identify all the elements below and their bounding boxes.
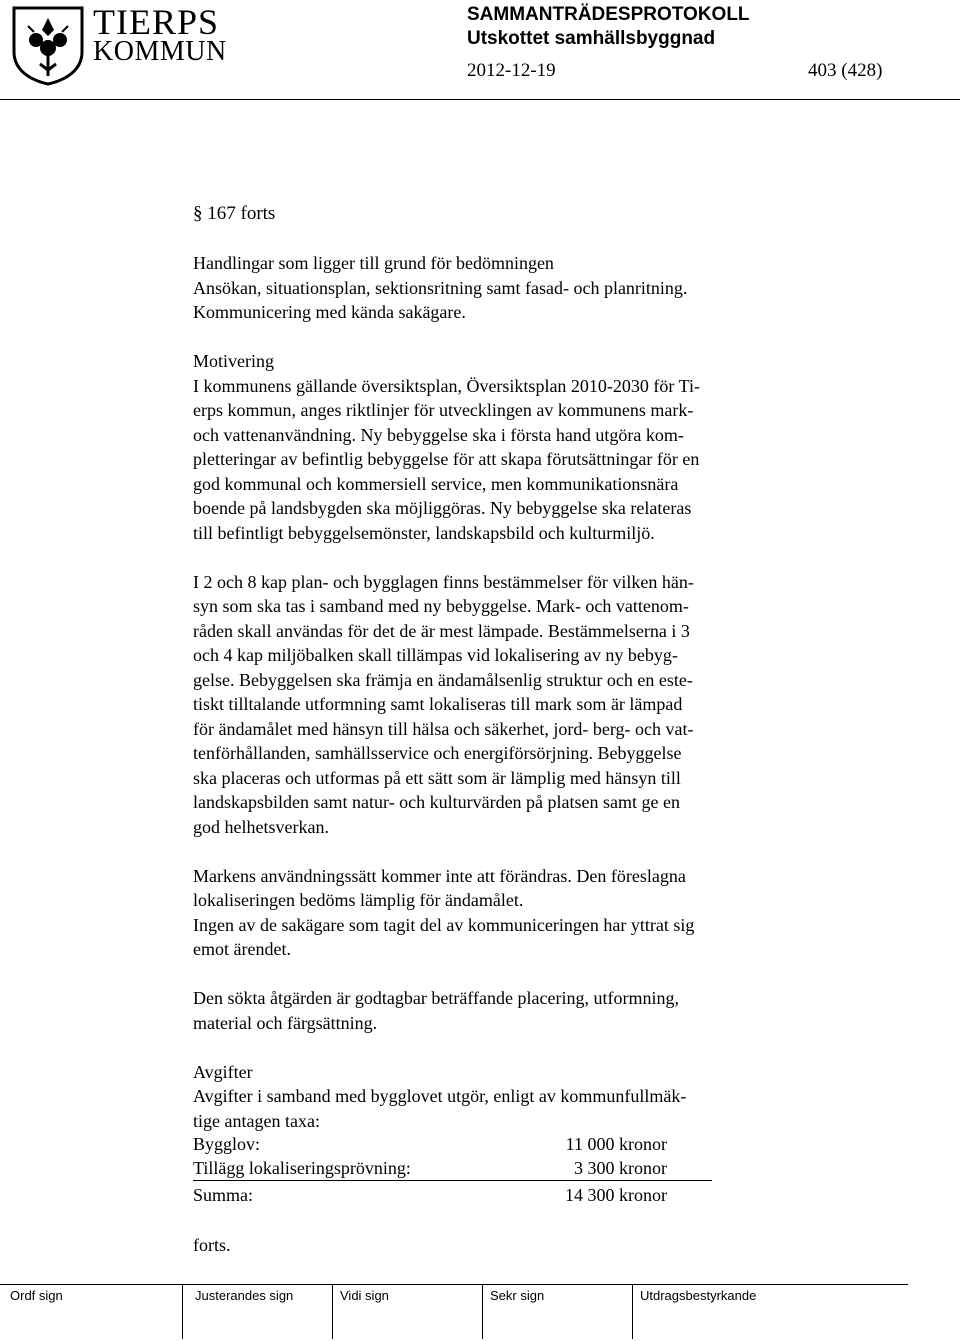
- section-reference: § 167 forts: [193, 203, 276, 224]
- footer-divider: [0, 1284, 908, 1285]
- body-line: boende på landsbygden ska möjliggöras. Ny bebyggelse ska relateras: [193, 498, 692, 518]
- fee-sum-rule: [193, 1180, 712, 1181]
- signature-box-ordf: Ordf sign: [10, 1288, 63, 1303]
- body-line: och vattenanvändning. Ny bebyggelse ska i första hand utgöra kom-: [193, 424, 684, 445]
- body-line: Den sökta åtgärden är godtagbar beträffande placering, utformning,: [193, 988, 679, 1008]
- body-line: Handlingar som ligger till grund för bedömningen: [193, 253, 554, 273]
- fee-label-bygglov: Bygglov:: [193, 1134, 261, 1154]
- fee-amount-bygglov: 11 000 kronor: [565, 1134, 667, 1154]
- header-divider: [0, 99, 960, 100]
- body-line: tiskt tilltalande utformning samt lokaliseras till mark som är lämpad: [193, 694, 683, 714]
- document-type-title: SAMMANTRÄDESPROTOKOLL: [467, 4, 750, 25]
- body-line: material och färgsättning.: [193, 1012, 378, 1033]
- body-line: I 2 och 8 kap plan- och bygglagen finns bestämmelser för vilken hän-: [193, 571, 694, 592]
- fee-amount-summa: 14 300 kronor: [565, 1185, 667, 1205]
- body-line: Avgifter i samband med bygglovet utgör, enligt av kommunfullmäk-: [193, 1086, 687, 1106]
- body-line: Markens användningssätt kommer inte att förändras. Den föreslagna: [193, 865, 686, 886]
- signature-divider: [332, 1284, 333, 1339]
- body-line: syn som ska tas i samband med ny bebyggelse. Mark- och vattenom-: [193, 596, 689, 616]
- committee-name: Utskottet samhällsbyggnad: [467, 28, 716, 49]
- body-line: och 4 kap miljöbalken skall tillämpas vid lokalisering av ny bebyg-: [193, 645, 678, 665]
- body-line: tige antagen taxa:: [193, 1110, 320, 1131]
- body-line: landskapsbilden samt natur- och kulturvärden på platsen samt ge en: [193, 792, 681, 812]
- body-line: råden skall användas för det de är mest lämpade. Bestämmelserna i 3: [193, 620, 690, 641]
- fee-label-summa: Summa:: [193, 1185, 254, 1205]
- body-line: emot ärendet.: [193, 939, 291, 959]
- continued-note: forts.: [193, 1235, 231, 1255]
- body-line: I kommunens gällande översiktsplan, Översiktsplan 2010-2030 för Ti-: [193, 375, 700, 396]
- signature-box-utdragsbestyrkande: Utdragsbestyrkande: [640, 1288, 757, 1303]
- body-line: tenförhållanden, samhällsservice och energiförsörjning. Bebyggelse: [193, 743, 682, 763]
- body-line: pletteringar av befintlig bebyggelse för att skapa förutsättningar för en: [193, 449, 700, 469]
- municipality-crest-logo: [10, 4, 86, 86]
- heading-motivering: Motivering: [193, 351, 274, 371]
- municipality-name-line2: KOMMUN: [93, 36, 227, 67]
- signature-box-vidi: Vidi sign: [340, 1288, 389, 1303]
- body-line: Ansökan, situationsplan, sektionsritning samt fasad- och planritning.: [193, 277, 688, 298]
- body-line: god helhetsverkan.: [193, 816, 329, 837]
- signature-box-sekr: Sekr sign: [490, 1288, 545, 1303]
- body-line: gelse. Bebyggelsen ska främja en ändamålsenlig struktur och en este-: [193, 669, 693, 690]
- signature-box-justerandes: Justerandes sign: [195, 1288, 294, 1303]
- meeting-date: 2012-12-19: [467, 60, 556, 81]
- body-line: lokaliseringen bedöms lämplig för ändamålet.: [193, 890, 524, 910]
- fee-amount-lokalisering: 3 300 kronor: [574, 1158, 667, 1178]
- body-line: Ingen av de sakägare som tagit del av kommuniceringen har yttrat sig: [193, 914, 695, 935]
- page-number: 403 (428): [808, 60, 883, 81]
- signature-divider: [482, 1284, 483, 1339]
- signature-divider: [182, 1284, 183, 1339]
- municipality-name-line1: TIERPS: [93, 2, 220, 42]
- body-line: erps kommun, anges riktlinjer för utvecklingen av kommunens mark-: [193, 400, 694, 420]
- heading-avgifter: Avgifter: [193, 1061, 253, 1082]
- signature-divider: [632, 1284, 633, 1339]
- fee-label-lokalisering: Tillägg lokaliseringsprövning:: [193, 1158, 411, 1178]
- body-line: ska placeras och utformas på ett sätt som är lämplig med hänsyn till: [193, 767, 681, 788]
- body-line: god kommunal och kommersiell service, men kommunikationsnära: [193, 473, 679, 494]
- body-line: till befintligt bebyggelsemönster, landskapsbild och kulturmiljö.: [193, 522, 655, 543]
- body-line: Kommunicering med kända sakägare.: [193, 302, 466, 322]
- body-line: för ändamålet med hänsyn till hälsa och säkerhet, jord- berg- och vat-: [193, 718, 694, 739]
